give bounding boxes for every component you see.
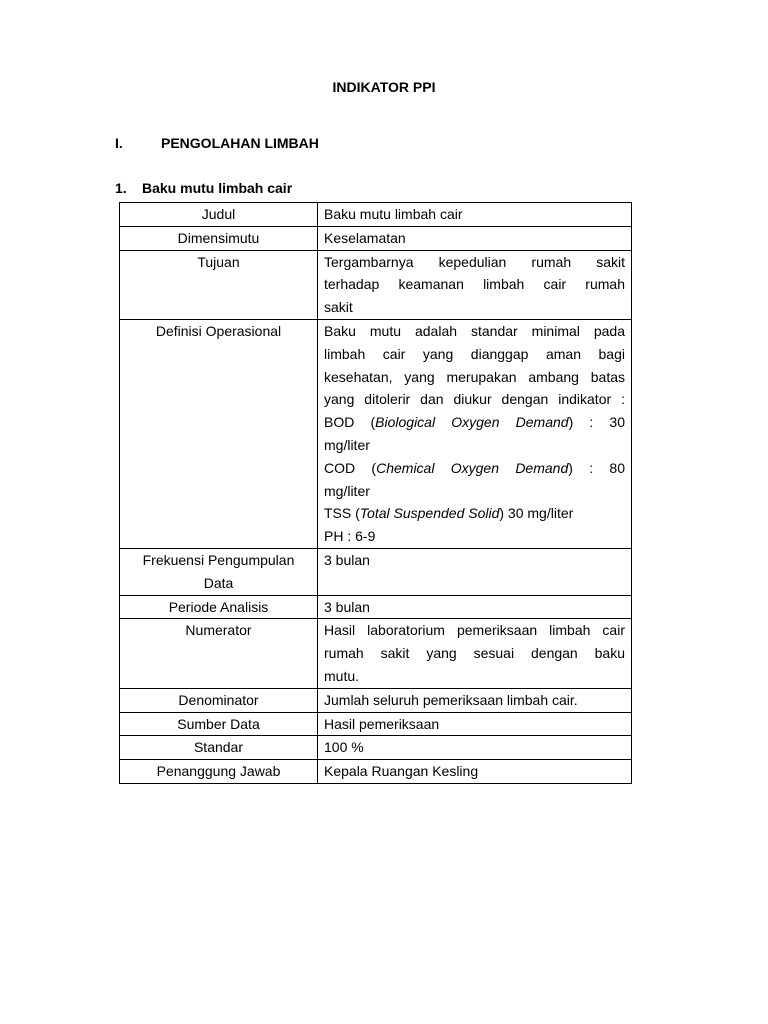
row-label: Standar (120, 736, 318, 760)
tss-line (324, 502, 625, 525)
row-label: Sumber Data (120, 712, 318, 736)
row-label: Denominator (120, 688, 318, 712)
bod-prefix: BOD ( (324, 414, 376, 431)
bod-term: Biological Oxygen Demand (375, 414, 569, 431)
subsection-heading (115, 180, 292, 196)
cod-term: Chemical Oxygen Demand (376, 459, 569, 476)
text-line: Tergambarnya kepedulian rumah sakit (324, 253, 625, 270)
subsection-number: 1. (115, 180, 127, 196)
table-row-periode (120, 595, 632, 619)
table-row-denominator (120, 688, 632, 712)
label-line: Frekuensi Pengumpulan (142, 551, 295, 568)
row-value: 3 bulan (318, 548, 632, 595)
bod-line (324, 411, 625, 434)
text-line: limbah cair yang dianggap aman bagi (324, 345, 625, 362)
row-label: Numerator (120, 619, 318, 688)
row-value (318, 619, 632, 688)
bod-unit: mg/liter (324, 436, 370, 453)
row-value: 100 % (318, 736, 632, 760)
label-line: Data (203, 574, 234, 591)
row-value (318, 319, 632, 548)
table-row-definisi (120, 319, 632, 548)
text-line: terhadap keamanan limbah cair rumah (324, 276, 625, 293)
cod-prefix: COD ( (324, 459, 377, 476)
row-label: Judul (120, 203, 318, 227)
page-title: INDIKATOR PPI (332, 79, 436, 95)
text-line: kesehatan, yang merupakan ambang batas (324, 368, 625, 385)
section-number: I. (115, 135, 123, 151)
tss-term: Total Suspended Solid (359, 505, 500, 522)
row-value: 3 bulan (318, 595, 632, 619)
table-row-dimensimutu (120, 226, 632, 250)
section-title: PENGOLAHAN LIMBAH (161, 135, 319, 151)
section-heading (115, 135, 319, 151)
row-value: Kepala Ruangan Kesling (318, 760, 632, 784)
row-label: Tujuan (120, 250, 318, 319)
row-value: Hasil pemeriksaan (318, 712, 632, 736)
tss-prefix: TSS ( (324, 505, 360, 522)
cod-unit: mg/liter (324, 482, 370, 499)
cod-suffix: ) : 80 (568, 459, 626, 476)
row-value: Keselamatan (318, 226, 632, 250)
row-label: Penanggung Jawab (120, 760, 318, 784)
table-row-standar (120, 736, 632, 760)
row-label: Dimensimutu (120, 226, 318, 250)
row-value: Jumlah seluruh pemeriksaan limbah cair. (318, 688, 632, 712)
bod-suffix: ) : 30 (568, 414, 625, 431)
text-line: sakit (324, 299, 353, 316)
subsection-title: Baku mutu limbah cair (142, 180, 293, 196)
cod-line (324, 457, 625, 480)
table-row-penanggung (120, 760, 632, 784)
table-row-frekuensi (120, 548, 632, 595)
table-row-judul (120, 203, 632, 227)
text-line: Baku mutu adalah standar minimal pada (324, 322, 625, 339)
row-label: Definisi Operasional (120, 319, 318, 548)
table-row-tujuan (120, 250, 632, 319)
text-line: mutu. (324, 667, 360, 684)
table-row-sumber (120, 712, 632, 736)
tss-suffix: ) 30 mg/liter (499, 505, 574, 522)
row-label (120, 548, 318, 595)
text-line: rumah sakit yang sesuai dengan baku (324, 645, 625, 662)
row-value: Baku mutu limbah cair (318, 203, 632, 227)
ph-line: PH : 6-9 (324, 528, 376, 545)
row-value (318, 250, 632, 319)
text-line: yang ditolerir dan diukur dengan indikator : (324, 391, 625, 408)
row-label: Periode Analisis (120, 595, 318, 619)
table-row-numerator (120, 619, 632, 688)
indicator-table (119, 202, 632, 784)
text-line: Hasil laboratorium pemeriksaan limbah cair (324, 622, 625, 639)
